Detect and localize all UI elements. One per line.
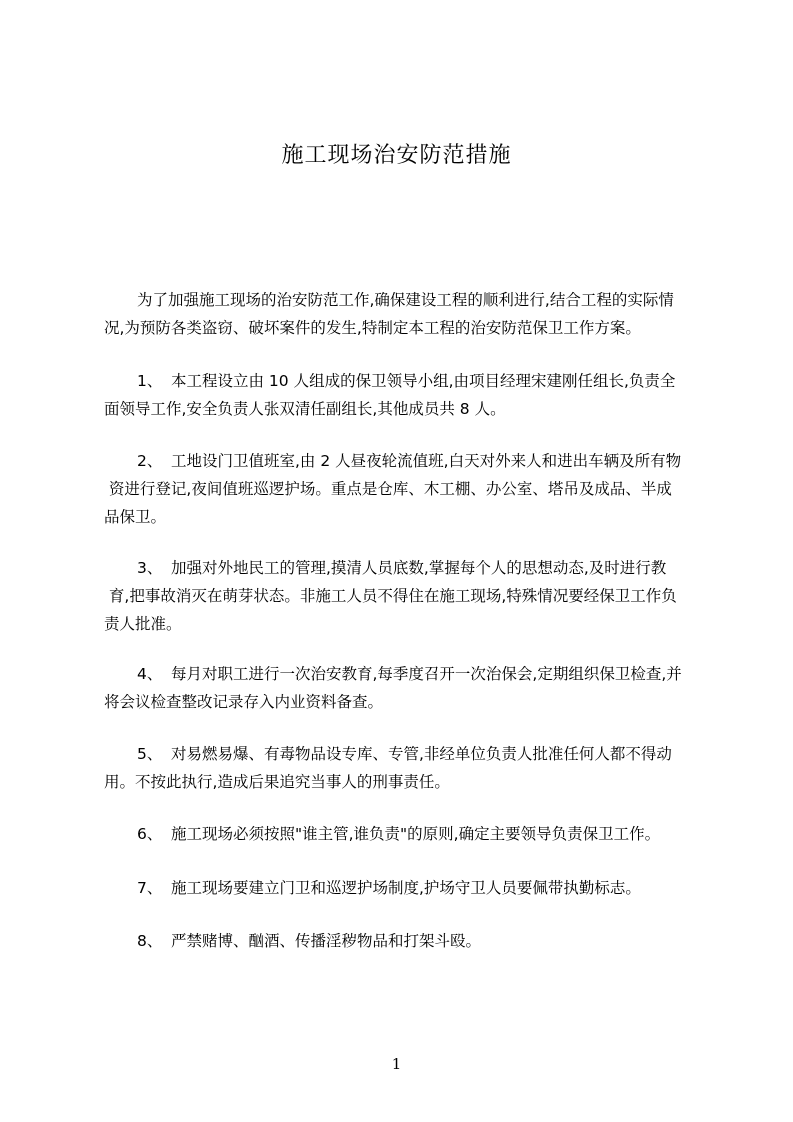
item-5 [104,740,704,796]
item-1-text-1: 本工程设立由 10 人组成的保卫领导小组,由项目经理宋建刚任组长,负责全 [171,372,676,390]
item-2-text-1: 工地设门卫值班室,由 2 人昼夜轮流值班,白天对外来人和进出车辆及所有物 [171,452,682,470]
item-1-number: 1、 [137,372,163,390]
item-2-line-3: 品保卫。 [104,508,167,526]
item-5-text-1: 对易燃易爆、有毒物品设专库、专管,非经单位负责人批准任何人都不得动 [171,745,672,763]
item-6-text-1: 施工现场必须按照"谁主管,谁负责"的原则,确定主要领导负责保卫工作。 [171,825,661,843]
item-7-number: 7、 [137,879,163,897]
item-7-text-1: 施工现场要建立门卫和巡逻护场制度,护场守卫人员要佩带执勤标志。 [171,879,641,897]
item-1-line-1 [104,367,704,395]
item-7 [104,874,704,902]
item-4-number: 4、 [137,665,163,683]
item-4 [104,660,704,716]
intro-line-1: 为了加强施工现场的治安防范工作,确保建设工程的顺利进行,结合工程的实际情 [137,291,674,309]
item-1 [104,367,704,423]
item-7-line-1 [104,874,704,902]
item-2-line-1 [104,447,704,475]
item-3 [104,554,704,638]
item-8 [104,927,704,955]
item-3-line-3: 责人批准。 [104,615,182,633]
item-6-number: 6、 [137,825,163,843]
item-2 [104,447,704,531]
item-8-line-1 [104,927,704,955]
item-4-line-2: 将会议检查整改记录存入内业资料备查。 [104,693,384,711]
item-5-number: 5、 [137,745,163,763]
item-3-line-1 [104,554,704,582]
item-6-line-1 [104,820,704,848]
page-number: 1 [391,1055,402,1073]
item-5-line-1 [104,740,704,768]
item-4-line-1 [104,660,704,688]
item-8-number: 8、 [137,932,163,950]
document-title: 施工现场治安防范措施 [281,143,512,168]
item-2-line-2: 资进行登记,夜间值班巡逻护场。重点是仓库、木工棚、办公室、塔吊及成品、半成 [104,480,672,498]
item-8-text-1: 严禁赌博、酗酒、传播淫秽物品和打架斗殴。 [171,932,482,950]
item-4-text-1: 每月对职工进行一次治安教育,每季度召开一次治保会,定期组织保卫检查,并 [171,665,682,683]
item-5-line-2: 用。不按此执行,造成后果追究当事人的刑事责任。 [104,773,450,791]
item-6 [104,820,704,848]
item-3-text-1: 加强对外地民工的管理,摸清人员底数,掌握每个人的思想动态,及时进行教 [171,559,667,577]
item-3-number: 3、 [137,559,163,577]
item-1-line-2: 面领导工作,安全负责人张双清任副组长,其他成员共 8 人。 [104,400,506,418]
intro-paragraph [104,286,704,342]
item-2-number: 2、 [137,452,163,470]
intro-line-2: 况,为预防各类盗窃、破坏案件的发生,特制定本工程的治安防范保卫工作方案。 [104,319,641,337]
item-3-line-2: 育,把事故消灭在萌芽状态。非施工人员不得住在施工现场,特殊情况要经保卫工作负 [104,587,677,605]
